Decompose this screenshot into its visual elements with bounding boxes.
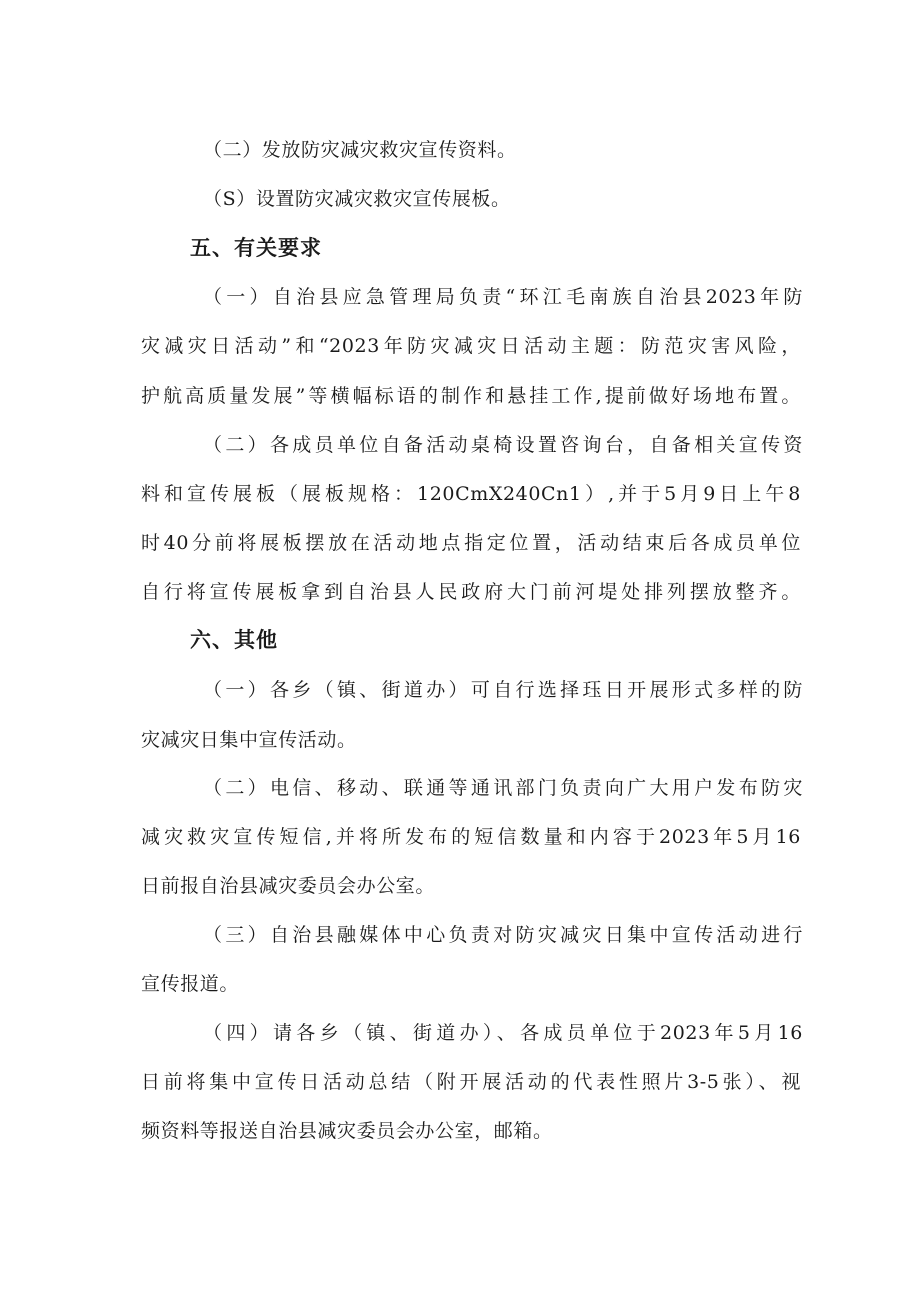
paragraph-line: （S）设置防灾减灾救灾宣传展板。	[203, 188, 511, 210]
paragraph-line: （二）发放防灾减灾救灾宣传资料。	[203, 139, 517, 161]
section-heading-requirements: 五、有关要求	[190, 236, 322, 260]
paragraph-line: 宣传报道。	[141, 973, 240, 995]
paragraph-line: （二）电信、移动、联通等通讯部门负责向广大用户发布防灾	[203, 777, 803, 799]
paragraph-line: 灾减灾日集中宣传活动。	[141, 729, 357, 751]
paragraph-line: 料和宣传展板（展板规格：120CmX240Cn1）,并于5月9日上午8	[141, 483, 801, 505]
paragraph-line: 灾减灾日活动”和“2023年防灾减灾日活动主题：防范灾害风险，	[141, 335, 801, 357]
paragraph-line: （三）自治县融媒体中心负责对防灾减灾日集中宣传活动进行	[203, 924, 803, 946]
paragraph-line: （二）各成员单位自备活动桌椅设置咨询台，自备相关宣传资	[203, 434, 803, 456]
paragraph-line: 频资料等报送自治县减灾委员会办公室，邮箱。	[141, 1120, 553, 1142]
paragraph-line: 日前报自治县减灾委员会办公室。	[141, 875, 436, 897]
paragraph-line: 日前将集中宣传日活动总结（附开展活动的代表性照片3-5张）、视	[141, 1071, 801, 1093]
paragraph-line: （四）请各乡（镇、街道办）、各成员单位于2023年5月16	[203, 1022, 803, 1044]
paragraph-line: 减灾救灾宣传短信,并将所发布的短信数量和内容于2023年5月16	[141, 826, 801, 848]
paragraph-line: 时40分前将展板摆放在活动地点指定位置，活动结束后各成员单位	[141, 532, 801, 554]
section-heading-other: 六、其他	[190, 628, 278, 652]
paragraph-line: （一）各乡（镇、街道办）可自行选择珏日开展形式多样的防	[203, 679, 803, 701]
paragraph-line: 护航高质量发展”等横幅标语的制作和悬挂工作,提前做好场地布置。	[141, 385, 801, 407]
paragraph-line: （一）自治县应急管理局负责“环江毛南族自治县2023年防	[203, 286, 803, 308]
paragraph-line: 自行将宣传展板拿到自治县人民政府大门前河堤处排列摆放整齐。	[141, 581, 801, 603]
